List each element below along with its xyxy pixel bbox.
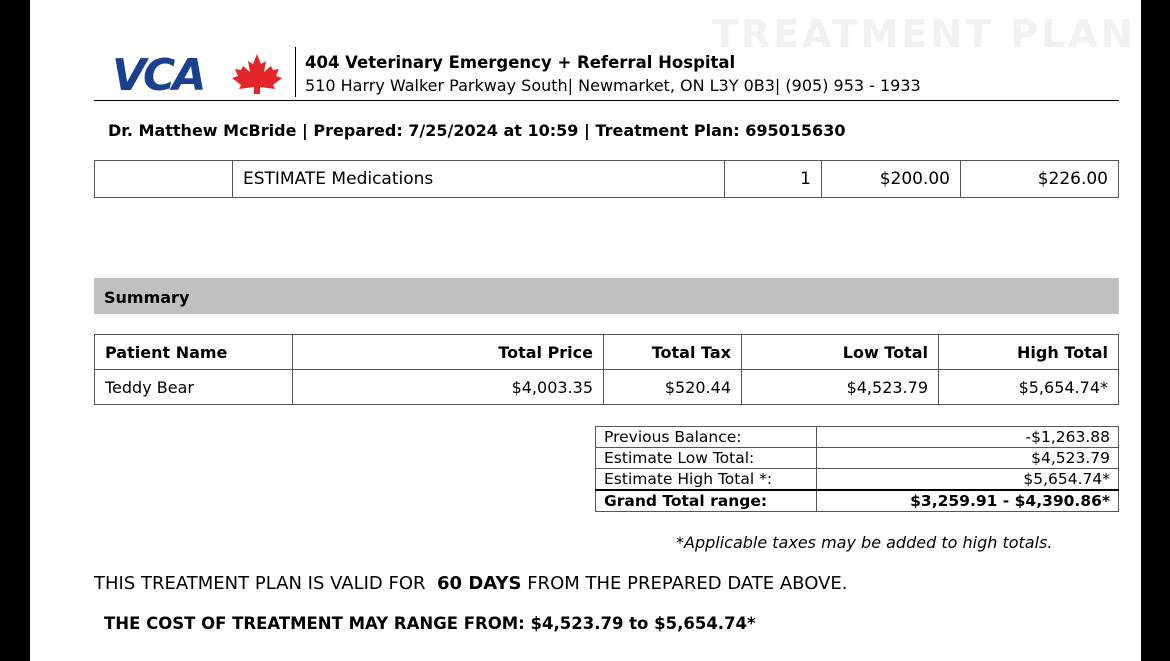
low-price-cell: $200.00 — [822, 161, 961, 198]
patient-name-cell: Teddy Bear — [95, 370, 293, 405]
header-divider — [295, 47, 296, 97]
totals-label: Previous Balance: — [596, 427, 817, 448]
hospital-address: 510 Harry Walker Parkway South| Newmarket, ON L3Y 0B3| (905) 953 - 1933 — [305, 76, 921, 95]
validity-statement — [94, 573, 847, 594]
grand-total-row — [596, 490, 1119, 512]
validity-suffix: FROM THE PREPARED DATE ABOVE. — [527, 573, 848, 594]
totals-table — [595, 426, 1119, 512]
total-tax-cell: $520.44 — [604, 370, 742, 405]
grand-total-value: $3,259.91 - $4,390.86* — [817, 490, 1119, 512]
table-row — [596, 469, 1119, 491]
column-header: Total Price — [293, 335, 604, 370]
totals-value: -$1,263.88 — [817, 427, 1119, 448]
description-cell: ESTIMATE Medications — [233, 161, 725, 198]
column-header: Total Tax — [604, 335, 742, 370]
summary-header — [94, 278, 1119, 314]
total-price-cell: $4,003.35 — [293, 370, 604, 405]
maple-leaf-icon — [232, 54, 282, 94]
high-price-cell: $226.00 — [961, 161, 1119, 198]
table-row — [596, 427, 1119, 448]
table-row — [95, 161, 1119, 198]
summary-table — [94, 334, 1119, 405]
quantity-cell: 1 — [725, 161, 822, 198]
table-header-row — [95, 335, 1119, 370]
validity-days: 60 DAYS — [437, 573, 522, 594]
table-row — [95, 370, 1119, 405]
totals-label: Grand Total range: — [596, 490, 817, 512]
summary-title: Summary — [104, 288, 190, 307]
prepared-line: Dr. Matthew McBride | Prepared: 7/25/2024 at 10:59 | Treatment Plan: 695015630 — [108, 121, 846, 140]
low-total-cell: $4,523.79 — [742, 370, 939, 405]
column-header: Patient Name — [95, 335, 293, 370]
totals-label: Estimate High Total *: — [596, 469, 817, 491]
medication-table — [94, 160, 1119, 198]
vca-logo-text: VCA — [112, 52, 204, 94]
table-row — [596, 448, 1119, 469]
totals-value: $5,654.74* — [817, 469, 1119, 491]
column-header: High Total — [939, 335, 1119, 370]
column-header: Low Total — [742, 335, 939, 370]
watermark: TREATMENT PLAN — [712, 12, 1136, 56]
validity-prefix: THIS TREATMENT PLAN IS VALID FOR — [94, 573, 426, 594]
code-cell — [95, 161, 233, 198]
hospital-name: 404 Veterinary Emergency + Referral Hospital — [305, 53, 736, 72]
totals-value: $4,523.79 — [817, 448, 1119, 469]
vca-logo — [112, 52, 287, 94]
header-rule — [94, 100, 1119, 101]
tax-note: *Applicable taxes may be added to high totals. — [676, 533, 1053, 552]
high-total-cell: $5,654.74* — [939, 370, 1119, 405]
document-page — [30, 0, 1141, 661]
cost-range-statement: THE COST OF TREATMENT MAY RANGE FROM: $4,523.79 to $5,654.74* — [104, 614, 756, 633]
totals-label: Estimate Low Total: — [596, 448, 817, 469]
